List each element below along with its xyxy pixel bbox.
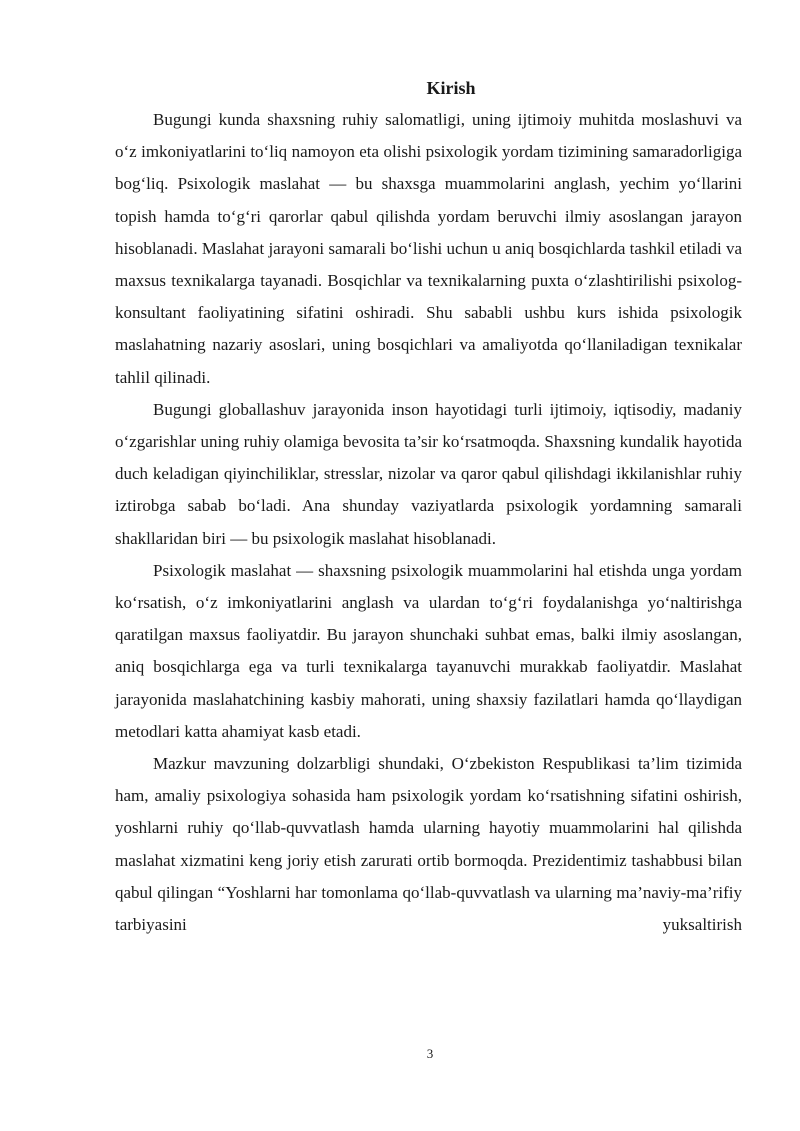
- paragraph-2: Bugungi globallashuv jarayonida inson hayotidagi turli ijtimoiy, iqtisodiy, madaniy o‘zgarishlar uning ruhiy olamiga bevosita ta’sir ko‘rsatmoqda. Shaxsning kundalik hayotida duch keladigan qiyinchiliklar, stresslar, nizolar va qaror qabul qilishdagi ikkilanishlar ruhiy iztirobga sabab bo‘ladi. Ana shunday vaziyatlarda psixologik yordamning samarali shakllaridan biri — bu psixologik maslahat hisoblanadi.: [115, 399, 742, 548]
- page-content: [115, 72, 742, 941]
- paragraph-4: Mazkur mavzuning dolzarbligi shundaki, O‘zbekiston Respublikasi ta’lim tizimida ham, amaliy psixologiya sohasida ham psixologik yordam ko‘rsatishning sifatini oshirish, yoshlarni ruhiy qo‘llab-quvvatlash hamda ularning hayotiy muammolarini hal qilishda maslahat xizmatini keng joriy etish zarurati ortib bormoqda. Prezidentimiz tashabbusi bilan qabul qilingan “Yoshlarni har tomonlama qo‘llab-quvvatlash va ularning ma’naviy-ma’rifiy tarbiyasini yuksaltirish: [115, 754, 742, 935]
- paragraph-3: Psixologik maslahat — shaxsning psixologik muammolarini hal etishda unga yordam ko‘rsatish, o‘z imkoniyatlarini anglash va ulardan to‘g‘ri foydalanishga yo‘naltirishga qaratilgan maxsus faoliyatdir. Bu jarayon shunchaki suhbat emas, balki ilmiy asoslangan, aniq bosqichlarga ega va turli texnikalarga tayanuvchi murakkab faoliyatdir. Maslahat jarayonida maslahatchining kasbiy mahorati, uning shaxsiy fazilatlari hamda qo‘llaydigan metodlari katta ahamiyat kasb etadi.: [115, 560, 742, 741]
- paragraph-1: Bugungi kunda shaxsning ruhiy salomatligi, uning ijtimoiy muhitda moslashuvi va o‘z imkoniyatlarini to‘liq namoyon eta olishi psixologik yordam tizimining samaradorligiga bog‘liq. Psixologik maslahat — bu shaxsga muammolarini anglash, yechim yo‘llarini topish hamda to‘g‘ri qarorlar qabul qilishda yordam beruvchi ilmiy asoslangan jarayon hisoblanadi. Maslahat jarayoni samarali bo‘lishi uchun u aniq bosqichlarda tashkil etiladi va maxsus texnikalarga tayanadi. Bosqichlar va texnikalarning puxta o‘zlashtirilishi psixolog-konsultant faoliyatining sifatini oshiradi. Shu sababli ushbu kurs ishida psixologik maslahatning nazariy asoslari, uning bosqichlari va amaliyotda qo‘llaniladigan texnikalar tahlil qilinadi.: [115, 110, 742, 387]
- page-number: 3: [426, 1046, 434, 1061]
- section-title: Kirish: [426, 78, 476, 98]
